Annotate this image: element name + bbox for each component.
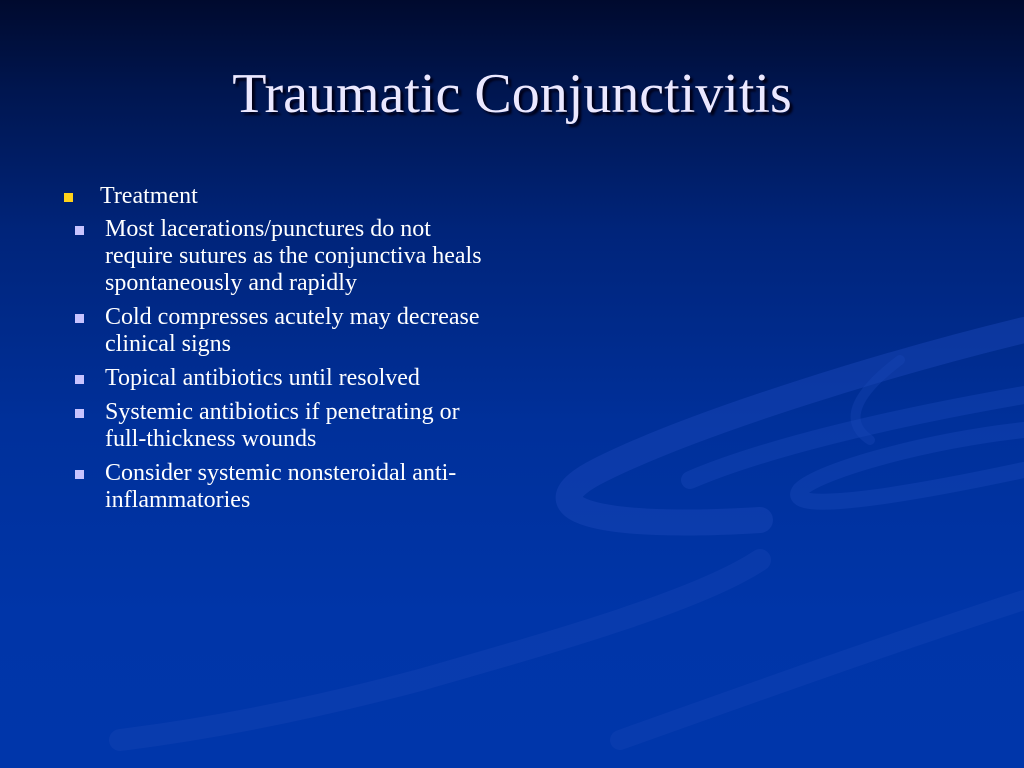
square-bullet-icon (75, 409, 84, 418)
sub-bullet-item (60, 365, 500, 392)
sub-bullet-item (60, 304, 500, 358)
slide-title: Traumatic Conjunctivitis (232, 63, 792, 125)
square-bullet-icon (64, 193, 73, 202)
sub-bullet-item (60, 399, 500, 453)
sub-bullet-text: Consider systemic nonsteroidal anti-inflammatories (105, 460, 457, 513)
sub-bullet-text: Most lacerations/punctures do not require sutures as the conjunctiva heals spontaneously and rapidly (105, 216, 482, 296)
bullet-label: Treatment (100, 183, 198, 209)
slide-content (60, 180, 520, 521)
bullet-treatment (60, 180, 520, 212)
sub-bullet-text: Cold compresses acutely may decrease clinical signs (105, 304, 480, 357)
sub-bullet-item (60, 216, 500, 297)
sub-bullet-item (60, 460, 500, 514)
sub-bullet-text: Topical antibiotics until resolved (105, 365, 420, 391)
square-bullet-icon (75, 470, 84, 479)
square-bullet-icon (75, 314, 84, 323)
sub-bullet-list (60, 216, 500, 514)
sub-bullet-text: Systemic antibiotics if penetrating or full-thickness wounds (105, 399, 460, 452)
square-bullet-icon (75, 226, 84, 235)
square-bullet-icon (75, 375, 84, 384)
